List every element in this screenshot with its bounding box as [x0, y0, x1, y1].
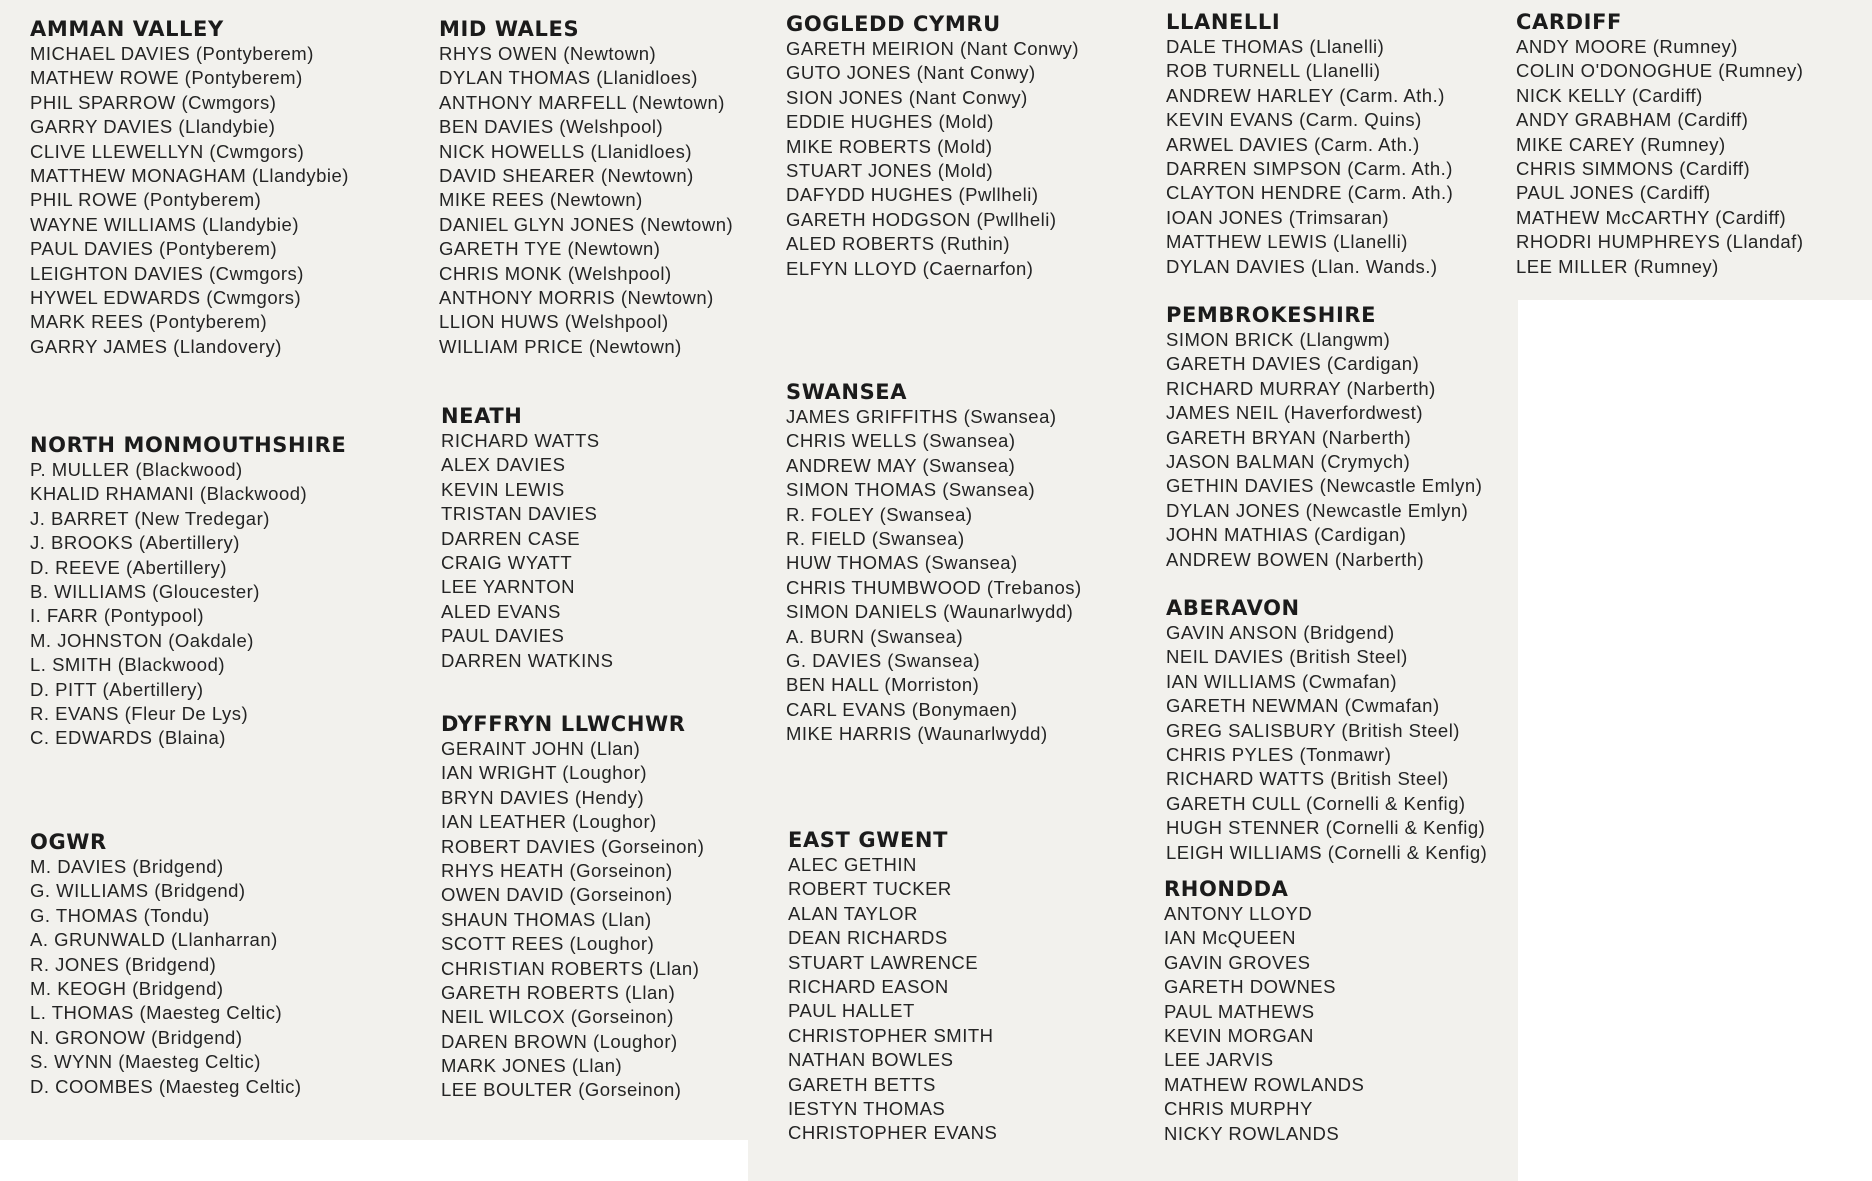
player-entry: COLIN O'DONOGHUE (Rumney)	[1516, 60, 1804, 82]
player-entry: MATHEW McCARTHY (Cardiff)	[1516, 206, 1787, 228]
player-entry: STUART JONES (Mold)	[786, 159, 994, 181]
player-entry: CLAYTON HENDRE (Carm. Ath.)	[1166, 182, 1454, 204]
player-entry: JOHN MATHIAS (Cardigan)	[1166, 524, 1407, 546]
player-entry: KEVIN MORGAN	[1164, 1024, 1314, 1046]
player-entry: MATHEW ROWLANDS	[1164, 1073, 1365, 1095]
player-list	[786, 37, 1079, 281]
player-entry: MIKE HARRIS (Waunarlwydd)	[786, 723, 1048, 745]
section-north-monmouthshire	[30, 432, 346, 751]
player-entry: ELFYN LLOYD (Caernarfon)	[786, 257, 1034, 279]
player-entry: RICHARD MURRAY (Narberth)	[1166, 377, 1436, 399]
player-entry: R. JONES (Bridgend)	[30, 953, 217, 975]
player-entry: PAUL MATHEWS	[1164, 1000, 1315, 1022]
section-mid-wales	[439, 16, 733, 359]
player-entry: LEE JARVIS	[1164, 1049, 1274, 1071]
player-entry: ALEX DAVIES	[441, 454, 566, 476]
player-entry: L. SMITH (Blackwood)	[30, 654, 226, 676]
section-heading: LLANELLI	[1166, 10, 1281, 34]
player-entry: JAMES GRIFFITHS (Swansea)	[786, 406, 1057, 427]
player-entry: ANDY MOORE (Rumney)	[1516, 36, 1738, 57]
player-entry: MATTHEW LEWIS (Llanelli)	[1166, 231, 1408, 253]
player-entry: GARETH MEIRION (Nant Conwy)	[786, 38, 1080, 59]
player-entry: PAUL DAVIES (Pontyberem)	[30, 238, 278, 260]
player-entry: RICHARD WATTS (British Steel)	[1166, 768, 1449, 790]
player-entry: IAN WILLIAMS (Cwmafan)	[1166, 670, 1397, 692]
player-list	[786, 405, 1082, 746]
player-entry: NEIL WILCOX (Gorseinon)	[441, 1006, 674, 1028]
section-heading: CARDIFF	[1516, 10, 1622, 34]
player-entry: GARETH ROBERTS (Llan)	[441, 981, 676, 1003]
player-entry: DALE THOMAS (Llanelli)	[1166, 36, 1385, 57]
player-entry: JAMES NEIL (Haverfordwest)	[1166, 402, 1423, 424]
player-entry: JASON BALMAN (Crymych)	[1166, 450, 1411, 472]
section-heading: MID WALES	[439, 17, 580, 41]
section-amman-valley	[30, 16, 349, 359]
player-entry: BEN DAVIES (Welshpool)	[439, 116, 664, 138]
player-entry: OWEN DAVID (Gorseinon)	[441, 884, 673, 906]
player-list	[441, 429, 613, 673]
player-entry: GREG SALISBURY (British Steel)	[1166, 719, 1460, 741]
player-entry: IESTYN THOMAS	[788, 1097, 946, 1119]
player-entry: ALAN TAYLOR	[788, 902, 918, 924]
player-entry: R. EVANS (Fleur De Lys)	[30, 702, 249, 724]
section-llanelli	[1166, 9, 1453, 279]
player-entry: DEAN RICHARDS	[788, 927, 948, 949]
player-list	[788, 853, 997, 1146]
player-entry: IOAN JONES (Trimsaran)	[1166, 206, 1390, 228]
section-heading: ABERAVON	[1166, 596, 1300, 620]
player-entry: CHRIS MURPHY	[1164, 1098, 1313, 1120]
player-entry: P. MULLER (Blackwood)	[30, 459, 243, 480]
player-entry: R. FOLEY (Swansea)	[786, 503, 973, 525]
player-entry: EDDIE HUGHES (Mold)	[786, 111, 994, 133]
player-entry: DYLAN THOMAS (Llanidloes)	[439, 67, 698, 89]
section-swansea	[786, 379, 1082, 746]
player-entry: RHYS OWEN (Newtown)	[439, 43, 657, 64]
player-entry: CHRIS MONK (Welshpool)	[439, 262, 672, 284]
player-entry: GAVIN GROVES	[1164, 951, 1311, 973]
player-entry: CHRISTOPHER SMITH	[788, 1024, 994, 1046]
section-pembrokeshire	[1166, 302, 1482, 572]
player-entry: ALED ROBERTS (Ruthin)	[786, 233, 1010, 255]
player-entry: STUART LAWRENCE	[788, 951, 979, 973]
section-heading: PEMBROKESHIRE	[1166, 303, 1377, 327]
player-entry: A. BURN (Swansea)	[786, 625, 964, 647]
player-entry: ANTONY LLOYD	[1164, 903, 1313, 924]
player-entry: D. COOMBES (Maesteg Celtic)	[30, 1075, 302, 1097]
player-entry: WILLIAM PRICE (Newtown)	[439, 335, 682, 357]
player-entry: ROBERT DAVIES (Gorseinon)	[441, 835, 705, 857]
player-list	[1166, 621, 1487, 865]
player-entry: GERAINT JOHN (Llan)	[441, 738, 641, 759]
player-entry: CRAIG WYATT	[441, 551, 573, 573]
player-list	[1166, 328, 1482, 572]
player-entry: IAN McQUEEN	[1164, 927, 1296, 949]
player-entry: KEVIN LEWIS	[441, 478, 565, 500]
player-entry: LLION HUWS (Welshpool)	[439, 311, 669, 333]
player-entry: DYLAN DAVIES (Llan. Wands.)	[1166, 255, 1438, 277]
player-entry: CHRISTOPHER EVANS	[788, 1122, 998, 1144]
player-entry: PAUL HALLET	[788, 1000, 915, 1022]
player-entry: MICHAEL DAVIES (Pontyberem)	[30, 43, 314, 64]
player-entry: NATHAN BOWLES	[788, 1049, 954, 1071]
player-entry: ANDREW MAY (Swansea)	[786, 454, 1016, 476]
player-entry: RHYS HEATH (Gorseinon)	[441, 859, 673, 881]
section-gogledd-cymru	[786, 11, 1079, 281]
player-entry: IAN WRIGHT (Loughor)	[441, 762, 648, 784]
player-entry: G. THOMAS (Tondu)	[30, 904, 210, 926]
player-entry: SHAUN THOMAS (Llan)	[441, 908, 652, 930]
player-entry: A. GRUNWALD (Llanharran)	[30, 929, 278, 951]
player-entry: N. GRONOW (Bridgend)	[30, 1026, 243, 1048]
player-entry: SCOTT REES (Loughor)	[441, 933, 655, 955]
player-entry: ROB TURNELL (Llanelli)	[1166, 60, 1381, 82]
player-entry: IAN LEATHER (Loughor)	[441, 811, 657, 833]
player-entry: MARK REES (Pontyberem)	[30, 311, 268, 333]
player-entry: RICHARD WATTS	[441, 430, 600, 451]
player-entry: CARL EVANS (Bonymaen)	[786, 698, 1018, 720]
player-entry: CHRISTIAN ROBERTS (Llan)	[441, 957, 700, 979]
player-list	[30, 458, 346, 751]
player-entry: D. PITT (Abertillery)	[30, 678, 204, 700]
player-entry: LEIGHTON DAVIES (Cwmgors)	[30, 262, 304, 284]
player-entry: D. REEVE (Abertillery)	[30, 556, 228, 578]
player-entry: DAVID SHEARER (Newtown)	[439, 164, 694, 186]
player-entry: BRYN DAVIES (Hendy)	[441, 786, 645, 808]
player-entry: DANIEL GLYN JONES (Newtown)	[439, 213, 734, 235]
player-entry: G. DAVIES (Swansea)	[786, 649, 981, 671]
player-entry: J. BARRET (New Tredegar)	[30, 507, 270, 529]
player-entry: DAFYDD HUGHES (Pwllheli)	[786, 184, 1039, 206]
player-entry: NICKY ROWLANDS	[1164, 1122, 1340, 1144]
player-entry: PHIL ROWE (Pontyberem)	[30, 189, 262, 211]
section-cardiff	[1516, 9, 1803, 279]
player-entry: KHALID RHAMANI (Blackwood)	[30, 483, 308, 505]
player-entry: GARRY JAMES (Llandovery)	[30, 335, 282, 357]
player-entry: ANDREW HARLEY (Carm. Ath.)	[1166, 84, 1445, 106]
player-entry: DAREN BROWN (Loughor)	[441, 1030, 678, 1052]
player-entry: GAVIN ANSON (Bridgend)	[1166, 622, 1395, 643]
player-entry: GUTO JONES (Nant Conwy)	[786, 62, 1036, 84]
player-entry: SIMON DANIELS (Waunarlwydd)	[786, 601, 1074, 623]
player-entry: M. JOHNSTON (Oakdale)	[30, 629, 254, 651]
player-entry: MIKE REES (Newtown)	[439, 189, 643, 211]
player-entry: L. THOMAS (Maesteg Celtic)	[30, 1002, 283, 1024]
player-entry: ALEC GETHIN	[788, 854, 917, 875]
player-entry: C. EDWARDS (Blaina)	[30, 727, 226, 749]
section-heading: NORTH MONMOUTHSHIRE	[30, 433, 347, 457]
section-ogwr	[30, 829, 302, 1099]
player-entry: PHIL SPARROW (Cwmgors)	[30, 91, 277, 113]
section-heading: DYFFRYN LLWCHWR	[441, 712, 686, 736]
player-list	[441, 737, 704, 1103]
player-entry: GARETH DAVIES (Cardigan)	[1166, 353, 1420, 375]
section-heading: EAST GWENT	[788, 828, 949, 852]
player-entry: CHRIS WELLS (Swansea)	[786, 430, 1016, 452]
section-heading: NEATH	[441, 404, 523, 428]
player-entry: S. WYNN (Maesteg Celtic)	[30, 1051, 261, 1073]
player-entry: MARK JONES (Llan)	[441, 1055, 623, 1077]
player-entry: LEE MILLER (Rumney)	[1516, 255, 1719, 277]
player-entry: MATTHEW MONAGHAM (Llandybie)	[30, 164, 349, 186]
player-entry: M. KEOGH (Bridgend)	[30, 977, 224, 999]
player-entry: GARETH HODGSON (Pwllheli)	[786, 208, 1057, 230]
player-entry: PAUL JONES (Cardiff)	[1516, 182, 1711, 204]
section-aberavon	[1166, 595, 1487, 865]
section-heading: SWANSEA	[786, 380, 908, 404]
player-entry: CHRIS THUMBWOOD (Trebanos)	[786, 576, 1082, 598]
player-entry: LEE YARNTON	[441, 576, 576, 598]
player-list	[1166, 35, 1453, 279]
section-dyffryn-llwchwr	[441, 711, 704, 1103]
player-entry: PAUL DAVIES	[441, 625, 565, 647]
player-entry: NICK HOWELLS (Llanidloes)	[439, 140, 693, 162]
player-list	[1516, 35, 1803, 279]
player-entry: DYLAN JONES (Newcastle Emlyn)	[1166, 499, 1469, 521]
player-entry: RHODRI HUMPHREYS (Llandaf)	[1516, 231, 1804, 253]
section-heading: RHONDDA	[1164, 877, 1289, 901]
player-entry: ANTHONY MARFELL (Newtown)	[439, 91, 725, 113]
player-entry: G. WILLIAMS (Bridgend)	[30, 880, 246, 902]
player-entry: LEIGH WILLIAMS (Cornelli & Kenfig)	[1166, 841, 1488, 863]
player-entry: GARETH BETTS	[788, 1073, 936, 1095]
player-entry: BEN HALL (Morriston)	[786, 674, 980, 696]
player-entry: GARRY DAVIES (Llandybie)	[30, 116, 276, 138]
player-entry: CLIVE LLEWELLYN (Cwmgors)	[30, 140, 305, 162]
player-entry: GETHIN DAVIES (Newcastle Emlyn)	[1166, 475, 1483, 497]
player-entry: HYWEL EDWARDS (Cwmgors)	[30, 286, 302, 308]
player-entry: GARETH NEWMAN (Cwmafan)	[1166, 695, 1440, 717]
player-entry: NICK KELLY (Cardiff)	[1516, 84, 1703, 106]
player-entry: DARREN SIMPSON (Carm. Ath.)	[1166, 157, 1453, 179]
player-list	[30, 855, 302, 1099]
player-entry: CHRIS PYLES (Tonmawr)	[1166, 743, 1392, 765]
player-list	[439, 42, 733, 359]
player-entry: M. DAVIES (Bridgend)	[30, 856, 224, 877]
player-entry: ROBERT TUCKER	[788, 878, 952, 900]
player-entry: CHRIS SIMMONS (Cardiff)	[1516, 157, 1751, 179]
player-entry: I. FARR (Pontypool)	[30, 605, 205, 627]
player-entry: HUW THOMAS (Swansea)	[786, 552, 1018, 574]
player-entry: WAYNE WILLIAMS (Llandybie)	[30, 213, 299, 235]
section-heading: AMMAN VALLEY	[30, 17, 224, 41]
player-entry: MATHEW ROWE (Pontyberem)	[30, 67, 303, 89]
player-entry: SIMON THOMAS (Swansea)	[786, 479, 1036, 501]
player-entry: ANDY GRABHAM (Cardiff)	[1516, 109, 1749, 131]
player-entry: TRISTAN DAVIES	[441, 503, 598, 525]
player-entry: HUGH STENNER (Cornelli & Kenfig)	[1166, 817, 1486, 839]
player-list	[30, 42, 349, 359]
player-entry: MIKE ROBERTS (Mold)	[786, 135, 993, 157]
player-entry: RICHARD EASON	[788, 975, 949, 997]
player-entry: KEVIN EVANS (Carm. Quins)	[1166, 109, 1422, 131]
player-entry: B. WILLIAMS (Gloucester)	[30, 580, 260, 602]
player-entry: SION JONES (Nant Conwy)	[786, 86, 1028, 108]
player-entry: GARETH DOWNES	[1164, 976, 1336, 998]
player-entry: DARREN WATKINS	[441, 649, 614, 671]
player-entry: GARETH CULL (Cornelli & Kenfig)	[1166, 792, 1466, 814]
player-entry: ALED EVANS	[441, 600, 561, 622]
player-entry: SIMON BRICK (Llangwm)	[1166, 329, 1391, 350]
section-heading: GOGLEDD CYMRU	[786, 12, 1001, 36]
player-entry: J. BROOKS (Abertillery)	[30, 532, 240, 554]
player-entry: R. FIELD (Swansea)	[786, 527, 965, 549]
player-list	[1164, 902, 1364, 1146]
player-entry: ARWEL DAVIES (Carm. Ath.)	[1166, 133, 1420, 155]
player-entry: LEE BOULTER (Gorseinon)	[441, 1079, 682, 1101]
section-rhondda	[1164, 876, 1364, 1146]
section-east-gwent	[788, 827, 997, 1146]
player-entry: ANTHONY MORRIS (Newtown)	[439, 286, 714, 308]
section-heading: OGWR	[30, 830, 107, 854]
player-entry: DARREN CASE	[441, 527, 581, 549]
player-entry: ANDREW BOWEN (Narberth)	[1166, 548, 1425, 570]
player-entry: MIKE CAREY (Rumney)	[1516, 133, 1726, 155]
section-neath	[441, 403, 613, 673]
player-entry: GARETH BRYAN (Narberth)	[1166, 426, 1412, 448]
player-entry: GARETH TYE (Newtown)	[439, 238, 661, 260]
player-entry: NEIL DAVIES (British Steel)	[1166, 646, 1408, 668]
